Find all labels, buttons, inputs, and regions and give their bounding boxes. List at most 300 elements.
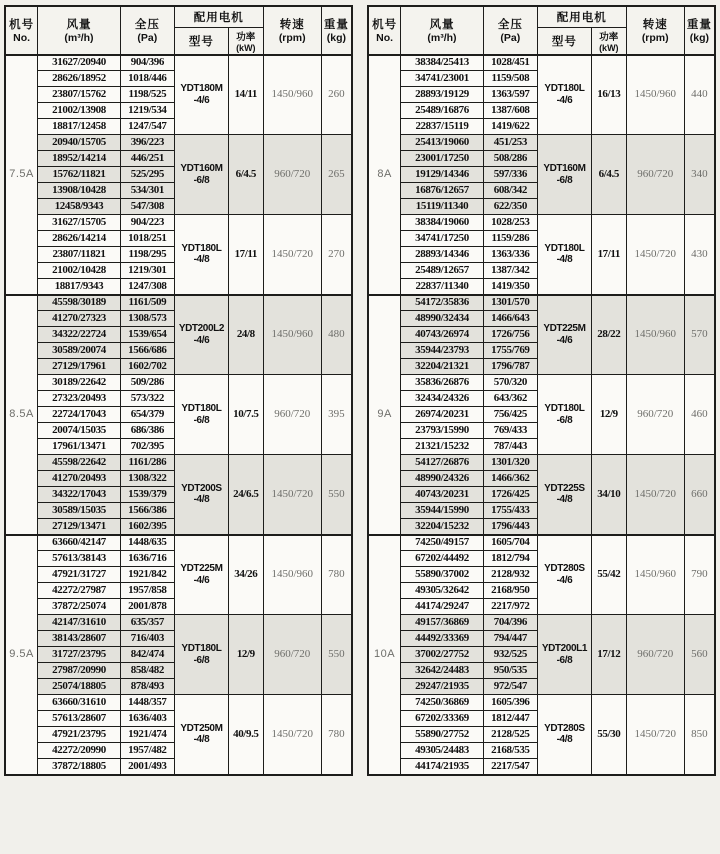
table-row [368, 695, 715, 711]
air-volume-cell: 34322/22724 [38, 327, 121, 343]
total-pressure-cell: 1812/794 [483, 551, 537, 567]
header-speed: 转速 (rpm) [626, 6, 684, 55]
total-pressure-cell: 1161/286 [120, 455, 174, 471]
machine-no-cell: 8.5A [5, 295, 38, 535]
motor-power-cell: 14/11 [228, 55, 263, 135]
air-volume-cell: 27987/20990 [38, 663, 121, 679]
total-pressure-cell: 451/253 [483, 135, 537, 151]
motor-model-line1: YDT180M [180, 83, 223, 95]
motor-model-line1: YDT280S [544, 722, 585, 734]
air-volume-cell: 30589/15035 [38, 503, 121, 519]
total-pressure-cell: 525/295 [120, 167, 174, 183]
total-pressure-cell: 1602/395 [120, 519, 174, 535]
motor-model-cell [537, 695, 591, 775]
air-volume-cell: 31627/20940 [38, 55, 121, 71]
machine-no-cell: 9A [368, 295, 401, 535]
air-volume-cell: 34741/23001 [401, 71, 484, 87]
weight-cell: 660 [684, 455, 715, 535]
motor-power-cell: 28/22 [591, 295, 626, 375]
motor-model-line1: YDT225S [544, 482, 585, 494]
air-volume-cell: 55890/27752 [401, 727, 484, 743]
air-volume-cell: 30589/20074 [38, 343, 121, 359]
air-volume-cell: 37002/27752 [401, 647, 484, 663]
air-volume-cell: 38143/28607 [38, 631, 121, 647]
total-pressure-cell: 1448/357 [120, 695, 174, 711]
total-pressure-cell: 904/396 [120, 55, 174, 71]
total-pressure-cell: 654/379 [120, 407, 174, 423]
total-pressure-cell: 446/251 [120, 151, 174, 167]
motor-model-line2: -4/8 [556, 734, 573, 746]
air-volume-cell: 57613/28607 [38, 711, 121, 727]
air-volume-cell: 40743/20231 [401, 487, 484, 503]
speed-cell: 1450/720 [626, 215, 684, 295]
air-volume-cell: 63660/31610 [38, 695, 121, 711]
speed-cell: 1450/720 [263, 455, 321, 535]
total-pressure-cell: 1028/451 [483, 55, 537, 71]
motor-model-line2: -6/8 [193, 174, 210, 186]
table-row [5, 695, 352, 711]
motor-power-cell: 17/11 [591, 215, 626, 295]
motor-model-cell [537, 615, 591, 695]
spec-table-left [4, 5, 353, 776]
total-pressure-cell: 1159/508 [483, 71, 537, 87]
motor-model-cell [174, 375, 228, 455]
total-pressure-cell: 635/357 [120, 615, 174, 631]
air-volume-cell: 37872/25074 [38, 599, 121, 615]
motor-model-line1: YDT180L [181, 643, 222, 654]
weight-cell: 270 [321, 215, 352, 295]
total-pressure-cell: 858/482 [120, 663, 174, 679]
motor-model-line2: -4/6 [193, 94, 210, 106]
air-volume-cell: 57613/38143 [38, 551, 121, 567]
motor-model-line2: -6/8 [193, 654, 210, 666]
total-pressure-cell: 1466/643 [483, 311, 537, 327]
air-volume-cell: 19129/14346 [401, 167, 484, 183]
air-volume-cell: 18817/9343 [38, 279, 121, 295]
weight-cell: 850 [684, 695, 715, 775]
air-volume-cell: 55890/37002 [401, 567, 484, 583]
air-volume-cell: 21002/13908 [38, 103, 121, 119]
air-volume-cell: 28626/14214 [38, 231, 121, 247]
motor-model-line1: YDT160M [543, 163, 586, 174]
speed-cell: 1450/960 [626, 535, 684, 615]
header-weight: 重量 (kg) [684, 6, 715, 55]
speed-cell: 960/720 [626, 375, 684, 455]
air-volume-cell: 23807/11821 [38, 247, 121, 263]
total-pressure-cell: 1921/474 [120, 727, 174, 743]
air-volume-cell: 37872/18805 [38, 759, 121, 775]
speed-cell: 960/720 [263, 375, 321, 455]
air-volume-cell: 25413/19060 [401, 135, 484, 151]
air-volume-cell: 74250/36869 [401, 695, 484, 711]
total-pressure-cell: 704/396 [483, 615, 537, 631]
total-pressure-cell: 1387/608 [483, 103, 537, 119]
total-pressure-cell: 1539/654 [120, 327, 174, 343]
header-speed: 转速 (rpm) [263, 6, 321, 55]
air-volume-cell: 48990/24326 [401, 471, 484, 487]
total-pressure-cell: 769/433 [483, 423, 537, 439]
weight-cell: 560 [684, 615, 715, 695]
air-volume-cell: 22724/17043 [38, 407, 121, 423]
speed-cell: 1450/960 [263, 535, 321, 615]
weight-cell: 395 [321, 375, 352, 455]
air-volume-cell: 35836/26876 [401, 375, 484, 391]
motor-model-cell [174, 455, 228, 535]
total-pressure-cell: 1219/301 [120, 263, 174, 279]
total-pressure-cell: 396/223 [120, 135, 174, 151]
motor-model-line1: YDT160M [180, 163, 223, 174]
air-volume-cell: 38384/19060 [401, 215, 484, 231]
air-volume-cell: 27129/17961 [38, 359, 121, 375]
total-pressure-cell: 878/493 [120, 679, 174, 695]
header-weight: 重量 (kg) [321, 6, 352, 55]
air-volume-cell: 54172/35836 [401, 295, 484, 311]
motor-model-line2: -6/8 [556, 174, 573, 186]
motor-model-line2: -4/8 [556, 254, 573, 266]
total-pressure-cell: 1636/403 [120, 711, 174, 727]
total-pressure-cell: 1448/635 [120, 535, 174, 551]
total-pressure-cell: 932/525 [483, 647, 537, 663]
air-volume-cell: 32642/24483 [401, 663, 484, 679]
header-machine-no: 机号 No. [368, 6, 401, 55]
total-pressure-cell: 787/443 [483, 439, 537, 455]
air-volume-cell: 25074/18805 [38, 679, 121, 695]
total-pressure-cell: 1419/622 [483, 119, 537, 135]
air-volume-cell: 26974/20231 [401, 407, 484, 423]
air-volume-cell: 47921/23795 [38, 727, 121, 743]
motor-power-cell: 12/9 [591, 375, 626, 455]
motor-model-line2: -4/6 [193, 574, 210, 586]
total-pressure-cell: 1755/433 [483, 503, 537, 519]
motor-model-line1: YDT200L2 [178, 323, 224, 335]
weight-cell: 550 [321, 455, 352, 535]
air-volume-cell: 27323/20493 [38, 391, 121, 407]
air-volume-cell: 29247/21935 [401, 679, 484, 695]
motor-model-cell [537, 455, 591, 535]
motor-power-cell: 6/4.5 [591, 135, 626, 215]
total-pressure-cell: 2128/525 [483, 727, 537, 743]
air-volume-cell: 49305/32642 [401, 583, 484, 599]
motor-power-cell: 55/42 [591, 535, 626, 615]
weight-cell: 460 [684, 375, 715, 455]
total-pressure-cell: 1198/525 [120, 87, 174, 103]
air-volume-cell: 23001/17250 [401, 151, 484, 167]
weight-cell: 550 [321, 615, 352, 695]
table-row [5, 535, 352, 551]
motor-model-line1: YDT250M [180, 722, 223, 734]
total-pressure-cell: 1161/509 [120, 295, 174, 311]
motor-model-cell [174, 295, 228, 375]
air-volume-cell: 20074/15035 [38, 423, 121, 439]
table-row [368, 455, 715, 471]
total-pressure-cell: 1957/858 [120, 583, 174, 599]
header-air-volume: 风量 (m³/h) [38, 6, 121, 55]
motor-model-line1: YDT180L [181, 242, 222, 254]
air-volume-cell: 42272/20990 [38, 743, 121, 759]
air-volume-cell: 44174/21935 [401, 759, 484, 775]
total-pressure-cell: 1636/716 [120, 551, 174, 567]
motor-power-cell: 24/6.5 [228, 455, 263, 535]
motor-model-line2: -4/8 [556, 494, 573, 506]
total-pressure-cell: 950/535 [483, 663, 537, 679]
motor-model-line1: YDT180L [544, 403, 585, 414]
header-machine-no: 机号 No. [5, 6, 38, 55]
air-volume-cell: 21002/10428 [38, 263, 121, 279]
speed-cell: 1450/720 [263, 215, 321, 295]
air-volume-cell: 32204/21321 [401, 359, 484, 375]
speed-cell: 1450/960 [263, 295, 321, 375]
total-pressure-cell: 1605/704 [483, 535, 537, 551]
total-pressure-cell: 2001/493 [120, 759, 174, 775]
total-pressure-cell: 570/320 [483, 375, 537, 391]
spec-table-right [367, 5, 716, 776]
motor-power-cell: 17/11 [228, 215, 263, 295]
motor-model-line1: YDT225M [180, 563, 223, 575]
header-total-pressure: 全压 (Pa) [120, 6, 174, 55]
motor-model-cell [174, 215, 228, 295]
air-volume-cell: 44492/33369 [401, 631, 484, 647]
total-pressure-cell: 1539/379 [120, 487, 174, 503]
air-volume-cell: 28893/14346 [401, 247, 484, 263]
air-volume-cell: 20940/15705 [38, 135, 121, 151]
total-pressure-cell: 1419/350 [483, 279, 537, 295]
total-pressure-cell: 904/223 [120, 215, 174, 231]
air-volume-cell: 31727/23795 [38, 647, 121, 663]
table-row [5, 295, 352, 311]
speed-cell: 1450/720 [626, 455, 684, 535]
motor-power-cell: 17/12 [591, 615, 626, 695]
total-pressure-cell: 1219/534 [120, 103, 174, 119]
motor-model-line1: YDT180L [181, 403, 222, 414]
total-pressure-cell: 2217/972 [483, 599, 537, 615]
air-volume-cell: 16876/12657 [401, 183, 484, 199]
weight-cell: 780 [321, 695, 352, 775]
speed-cell: 960/720 [263, 615, 321, 695]
machine-no-cell: 8A [368, 55, 401, 295]
motor-model-line2: -6/8 [556, 654, 573, 666]
motor-power-cell: 55/30 [591, 695, 626, 775]
air-volume-cell: 32434/24326 [401, 391, 484, 407]
air-volume-cell: 45598/22642 [38, 455, 121, 471]
table-row [368, 135, 715, 151]
total-pressure-cell: 702/395 [120, 439, 174, 455]
total-pressure-cell: 508/286 [483, 151, 537, 167]
total-pressure-cell: 622/350 [483, 199, 537, 215]
motor-model-line1: YDT180L [544, 83, 585, 95]
total-pressure-cell: 1018/251 [120, 231, 174, 247]
motor-power-cell: 12/9 [228, 615, 263, 695]
air-volume-cell: 35944/23793 [401, 343, 484, 359]
total-pressure-cell: 1566/686 [120, 343, 174, 359]
weight-cell: 790 [684, 535, 715, 615]
total-pressure-cell: 1921/842 [120, 567, 174, 583]
air-volume-cell: 22837/15119 [401, 119, 484, 135]
weight-cell: 780 [321, 535, 352, 615]
speed-cell: 1450/960 [626, 55, 684, 135]
speed-cell: 960/720 [263, 135, 321, 215]
motor-model-line2: -4/6 [556, 574, 573, 586]
total-pressure-cell: 1755/769 [483, 343, 537, 359]
weight-cell: 260 [321, 55, 352, 135]
motor-power-cell: 34/10 [591, 455, 626, 535]
table-row [368, 615, 715, 631]
total-pressure-cell: 1363/336 [483, 247, 537, 263]
motor-model-line1: YDT200S [181, 482, 222, 494]
weight-cell: 265 [321, 135, 352, 215]
air-volume-cell: 15762/11821 [38, 167, 121, 183]
air-volume-cell: 12458/9343 [38, 199, 121, 215]
motor-model-line2: -4/8 [193, 734, 210, 746]
total-pressure-cell: 1605/396 [483, 695, 537, 711]
air-volume-cell: 13908/10428 [38, 183, 121, 199]
speed-cell: 1450/720 [626, 695, 684, 775]
table-row [5, 455, 352, 471]
motor-model-line2: -4/8 [193, 254, 210, 266]
motor-model-cell [174, 615, 228, 695]
motor-model-line1: YDT180L [544, 242, 585, 254]
header-motor-group: 配用电机 [537, 6, 626, 27]
air-volume-cell: 28626/18952 [38, 71, 121, 87]
air-volume-cell: 35944/15990 [401, 503, 484, 519]
table-row [368, 215, 715, 231]
air-volume-cell: 42272/27987 [38, 583, 121, 599]
total-pressure-cell: 1726/425 [483, 487, 537, 503]
total-pressure-cell: 643/362 [483, 391, 537, 407]
air-volume-cell: 49157/36869 [401, 615, 484, 631]
total-pressure-cell: 1602/702 [120, 359, 174, 375]
table-row [5, 615, 352, 631]
header-motor-power: 功率 (kW) [591, 27, 626, 55]
motor-model-cell [537, 375, 591, 455]
header-motor-model: 型号 [537, 27, 591, 55]
total-pressure-cell: 1308/322 [120, 471, 174, 487]
air-volume-cell: 21321/15232 [401, 439, 484, 455]
motor-model-cell [537, 215, 591, 295]
speed-cell: 1450/960 [263, 55, 321, 135]
air-volume-cell: 15119/11340 [401, 199, 484, 215]
air-volume-cell: 23807/15762 [38, 87, 121, 103]
motor-power-cell: 40/9.5 [228, 695, 263, 775]
total-pressure-cell: 1247/547 [120, 119, 174, 135]
air-volume-cell: 41270/27323 [38, 311, 121, 327]
total-pressure-cell: 716/403 [120, 631, 174, 647]
motor-power-cell: 6/4.5 [228, 135, 263, 215]
air-volume-cell: 41270/20493 [38, 471, 121, 487]
motor-model-line1: YDT200L1 [541, 643, 587, 654]
air-volume-cell: 47921/31727 [38, 567, 121, 583]
table-row [5, 215, 352, 231]
air-volume-cell: 63660/42147 [38, 535, 121, 551]
motor-model-line1: YDT280S [544, 563, 585, 575]
total-pressure-cell: 1018/446 [120, 71, 174, 87]
header-motor-model: 型号 [174, 27, 228, 55]
motor-model-line1: YDT225M [543, 323, 586, 335]
motor-power-cell: 24/8 [228, 295, 263, 375]
table-row [368, 55, 715, 71]
air-volume-cell: 18817/12458 [38, 119, 121, 135]
total-pressure-cell: 2001/878 [120, 599, 174, 615]
total-pressure-cell: 842/474 [120, 647, 174, 663]
total-pressure-cell: 1159/286 [483, 231, 537, 247]
total-pressure-cell: 1198/295 [120, 247, 174, 263]
total-pressure-cell: 608/342 [483, 183, 537, 199]
air-volume-cell: 54127/26876 [401, 455, 484, 471]
air-volume-cell: 44174/29247 [401, 599, 484, 615]
motor-model-line2: -4/8 [193, 494, 210, 506]
total-pressure-cell: 1796/787 [483, 359, 537, 375]
table-row [5, 55, 352, 71]
air-volume-cell: 23793/15990 [401, 423, 484, 439]
weight-cell: 570 [684, 295, 715, 375]
total-pressure-cell: 1301/570 [483, 295, 537, 311]
motor-power-cell: 10/7.5 [228, 375, 263, 455]
total-pressure-cell: 1726/756 [483, 327, 537, 343]
total-pressure-cell: 1301/320 [483, 455, 537, 471]
total-pressure-cell: 1363/597 [483, 87, 537, 103]
total-pressure-cell: 686/386 [120, 423, 174, 439]
total-pressure-cell: 2217/547 [483, 759, 537, 775]
motor-model-cell [174, 695, 228, 775]
total-pressure-cell: 547/308 [120, 199, 174, 215]
weight-cell: 480 [321, 295, 352, 375]
air-volume-cell: 42147/31610 [38, 615, 121, 631]
air-volume-cell: 27129/13471 [38, 519, 121, 535]
total-pressure-cell: 1308/573 [120, 311, 174, 327]
table-row [5, 135, 352, 151]
speed-cell: 960/720 [626, 615, 684, 695]
total-pressure-cell: 597/336 [483, 167, 537, 183]
total-pressure-cell: 1387/342 [483, 263, 537, 279]
air-volume-cell: 17961/13471 [38, 439, 121, 455]
total-pressure-cell: 1957/482 [120, 743, 174, 759]
air-volume-cell: 49305/24483 [401, 743, 484, 759]
total-pressure-cell: 1796/443 [483, 519, 537, 535]
air-volume-cell: 25489/12657 [401, 263, 484, 279]
header-motor-group: 配用电机 [174, 6, 263, 27]
speed-cell: 960/720 [626, 135, 684, 215]
motor-model-cell [537, 295, 591, 375]
total-pressure-cell: 794/447 [483, 631, 537, 647]
total-pressure-cell: 534/301 [120, 183, 174, 199]
header-air-volume: 风量 (m³/h) [401, 6, 484, 55]
machine-no-cell: 7.5A [5, 55, 38, 295]
total-pressure-cell: 972/547 [483, 679, 537, 695]
total-pressure-cell: 509/286 [120, 375, 174, 391]
motor-model-cell [537, 535, 591, 615]
total-pressure-cell: 2168/535 [483, 743, 537, 759]
header-total-pressure: 全压 (Pa) [483, 6, 537, 55]
weight-cell: 440 [684, 55, 715, 135]
air-volume-cell: 40743/26974 [401, 327, 484, 343]
motor-model-line2: -4/6 [193, 334, 210, 346]
air-volume-cell: 34741/17250 [401, 231, 484, 247]
total-pressure-cell: 1028/253 [483, 215, 537, 231]
air-volume-cell: 18952/14214 [38, 151, 121, 167]
motor-model-cell [174, 535, 228, 615]
total-pressure-cell: 2128/932 [483, 567, 537, 583]
motor-model-cell [537, 135, 591, 215]
table-row [368, 375, 715, 391]
speed-cell: 1450/960 [626, 295, 684, 375]
motor-model-cell [537, 55, 591, 135]
air-volume-cell: 32204/15232 [401, 519, 484, 535]
air-volume-cell: 45598/30189 [38, 295, 121, 311]
air-volume-cell: 28893/19129 [401, 87, 484, 103]
table-row [368, 535, 715, 551]
air-volume-cell: 22837/11340 [401, 279, 484, 295]
air-volume-cell: 25489/16876 [401, 103, 484, 119]
weight-cell: 340 [684, 135, 715, 215]
